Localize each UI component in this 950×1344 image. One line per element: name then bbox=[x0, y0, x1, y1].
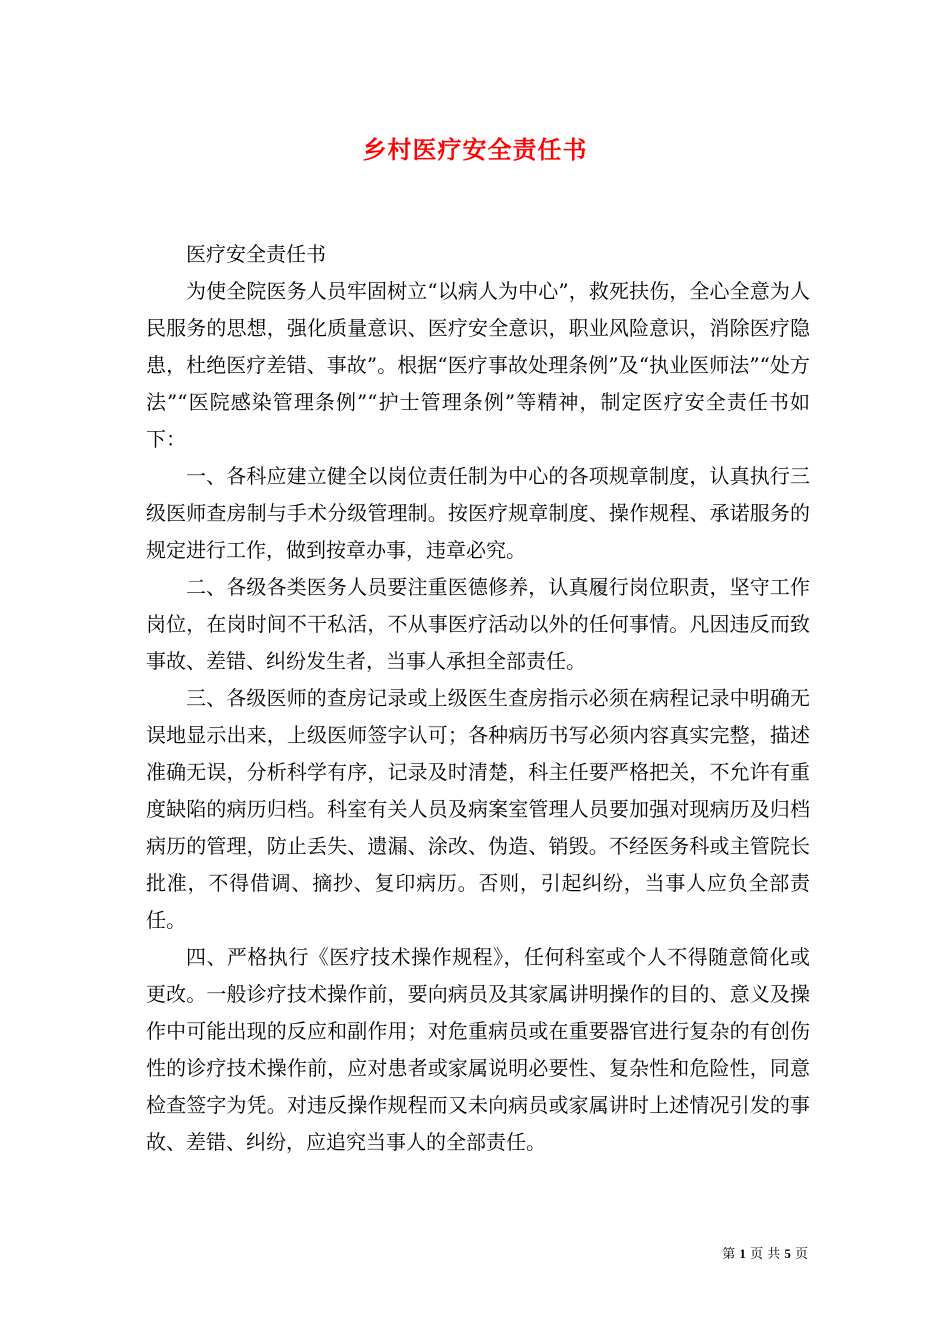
footer-prefix: 第 bbox=[722, 1247, 736, 1262]
clause-paragraph-3: 三、各级医师的查房记录或上级医生查房指示必须在病程记录中明确无误地显示出来，上级医师签字认可；各种病历书写必须内容真实完整，描述准确无误，分析科学有序，记录及时清楚，科主任要严格把关，不允许有重度缺陷的病历归档。科室有关人员及病案室管理人员要加强对现病历及归档病历的管理，防止丢失、遗漏、涂改、伪造、销毁。不经医务科或主管院长批准，不得借调、摘抄、复印病历。否则，引起纠纷，当事人应负全部责任。 bbox=[146, 686, 810, 932]
current-page-number: 1 bbox=[739, 1246, 746, 1261]
page-number-footer bbox=[722, 1245, 808, 1264]
clause-paragraph-4: 四、严格执行《医疗技术操作规程》，任何科室或个人不得随意简化或更改。一般诊疗技术操作前，要向病员及其家属讲明操作的目的、意义及操作中可能出现的反应和副作用；对危重病员或在重要器官进行复杂的有创伤性的诊疗技术操作前，应对患者或家属说明必要性、复杂性和危险性，同意检查签字为凭。对违反操作规程而又未向病员或家属讲时上述情况引发的事故、差错、纠纷，应追究当事人的全部责任。 bbox=[146, 945, 810, 1154]
document-subheading: 医疗安全责任书 bbox=[186, 242, 326, 266]
total-page-count: 5 bbox=[784, 1246, 791, 1261]
clause-paragraph-1: 一、各科应建立健全以岗位责任制为中心的各项规章制度，认真执行三级医师查房制与手术分级管理制。按医疗规章制度、操作规程、承诺服务的规定进行工作，做到按章办事，违章必究。 bbox=[146, 464, 810, 562]
intro-paragraph: 为使全院医务人员牢固树立“以病人为中心”，救死扶伤，全心全意为人民服务的思想，强化质量意识、医疗安全意识，职业风险意识，消除医疗隐患，杜绝医疗差错、事故”。根据“医疗事故处理条例”及“执业医师法”“处方法”“医院感染管理条例”“护士管理条例”等精神，制定医疗安全责任书如下： bbox=[146, 279, 810, 451]
clause-paragraph-2: 二、各级各类医务人员要注重医德修养，认真履行岗位职责，坚守工作岗位，在岗时间不干私活，不从事医疗活动以外的任何事情。凡因违反而致事故、差错、纠纷发生者，当事人承担全部责任。 bbox=[146, 575, 810, 673]
footer-suffix: 页 bbox=[794, 1247, 808, 1262]
document-title: 乡村医疗安全责任书 bbox=[362, 135, 588, 164]
footer-middle: 页 共 bbox=[750, 1247, 781, 1262]
document-body bbox=[146, 236, 810, 1161]
